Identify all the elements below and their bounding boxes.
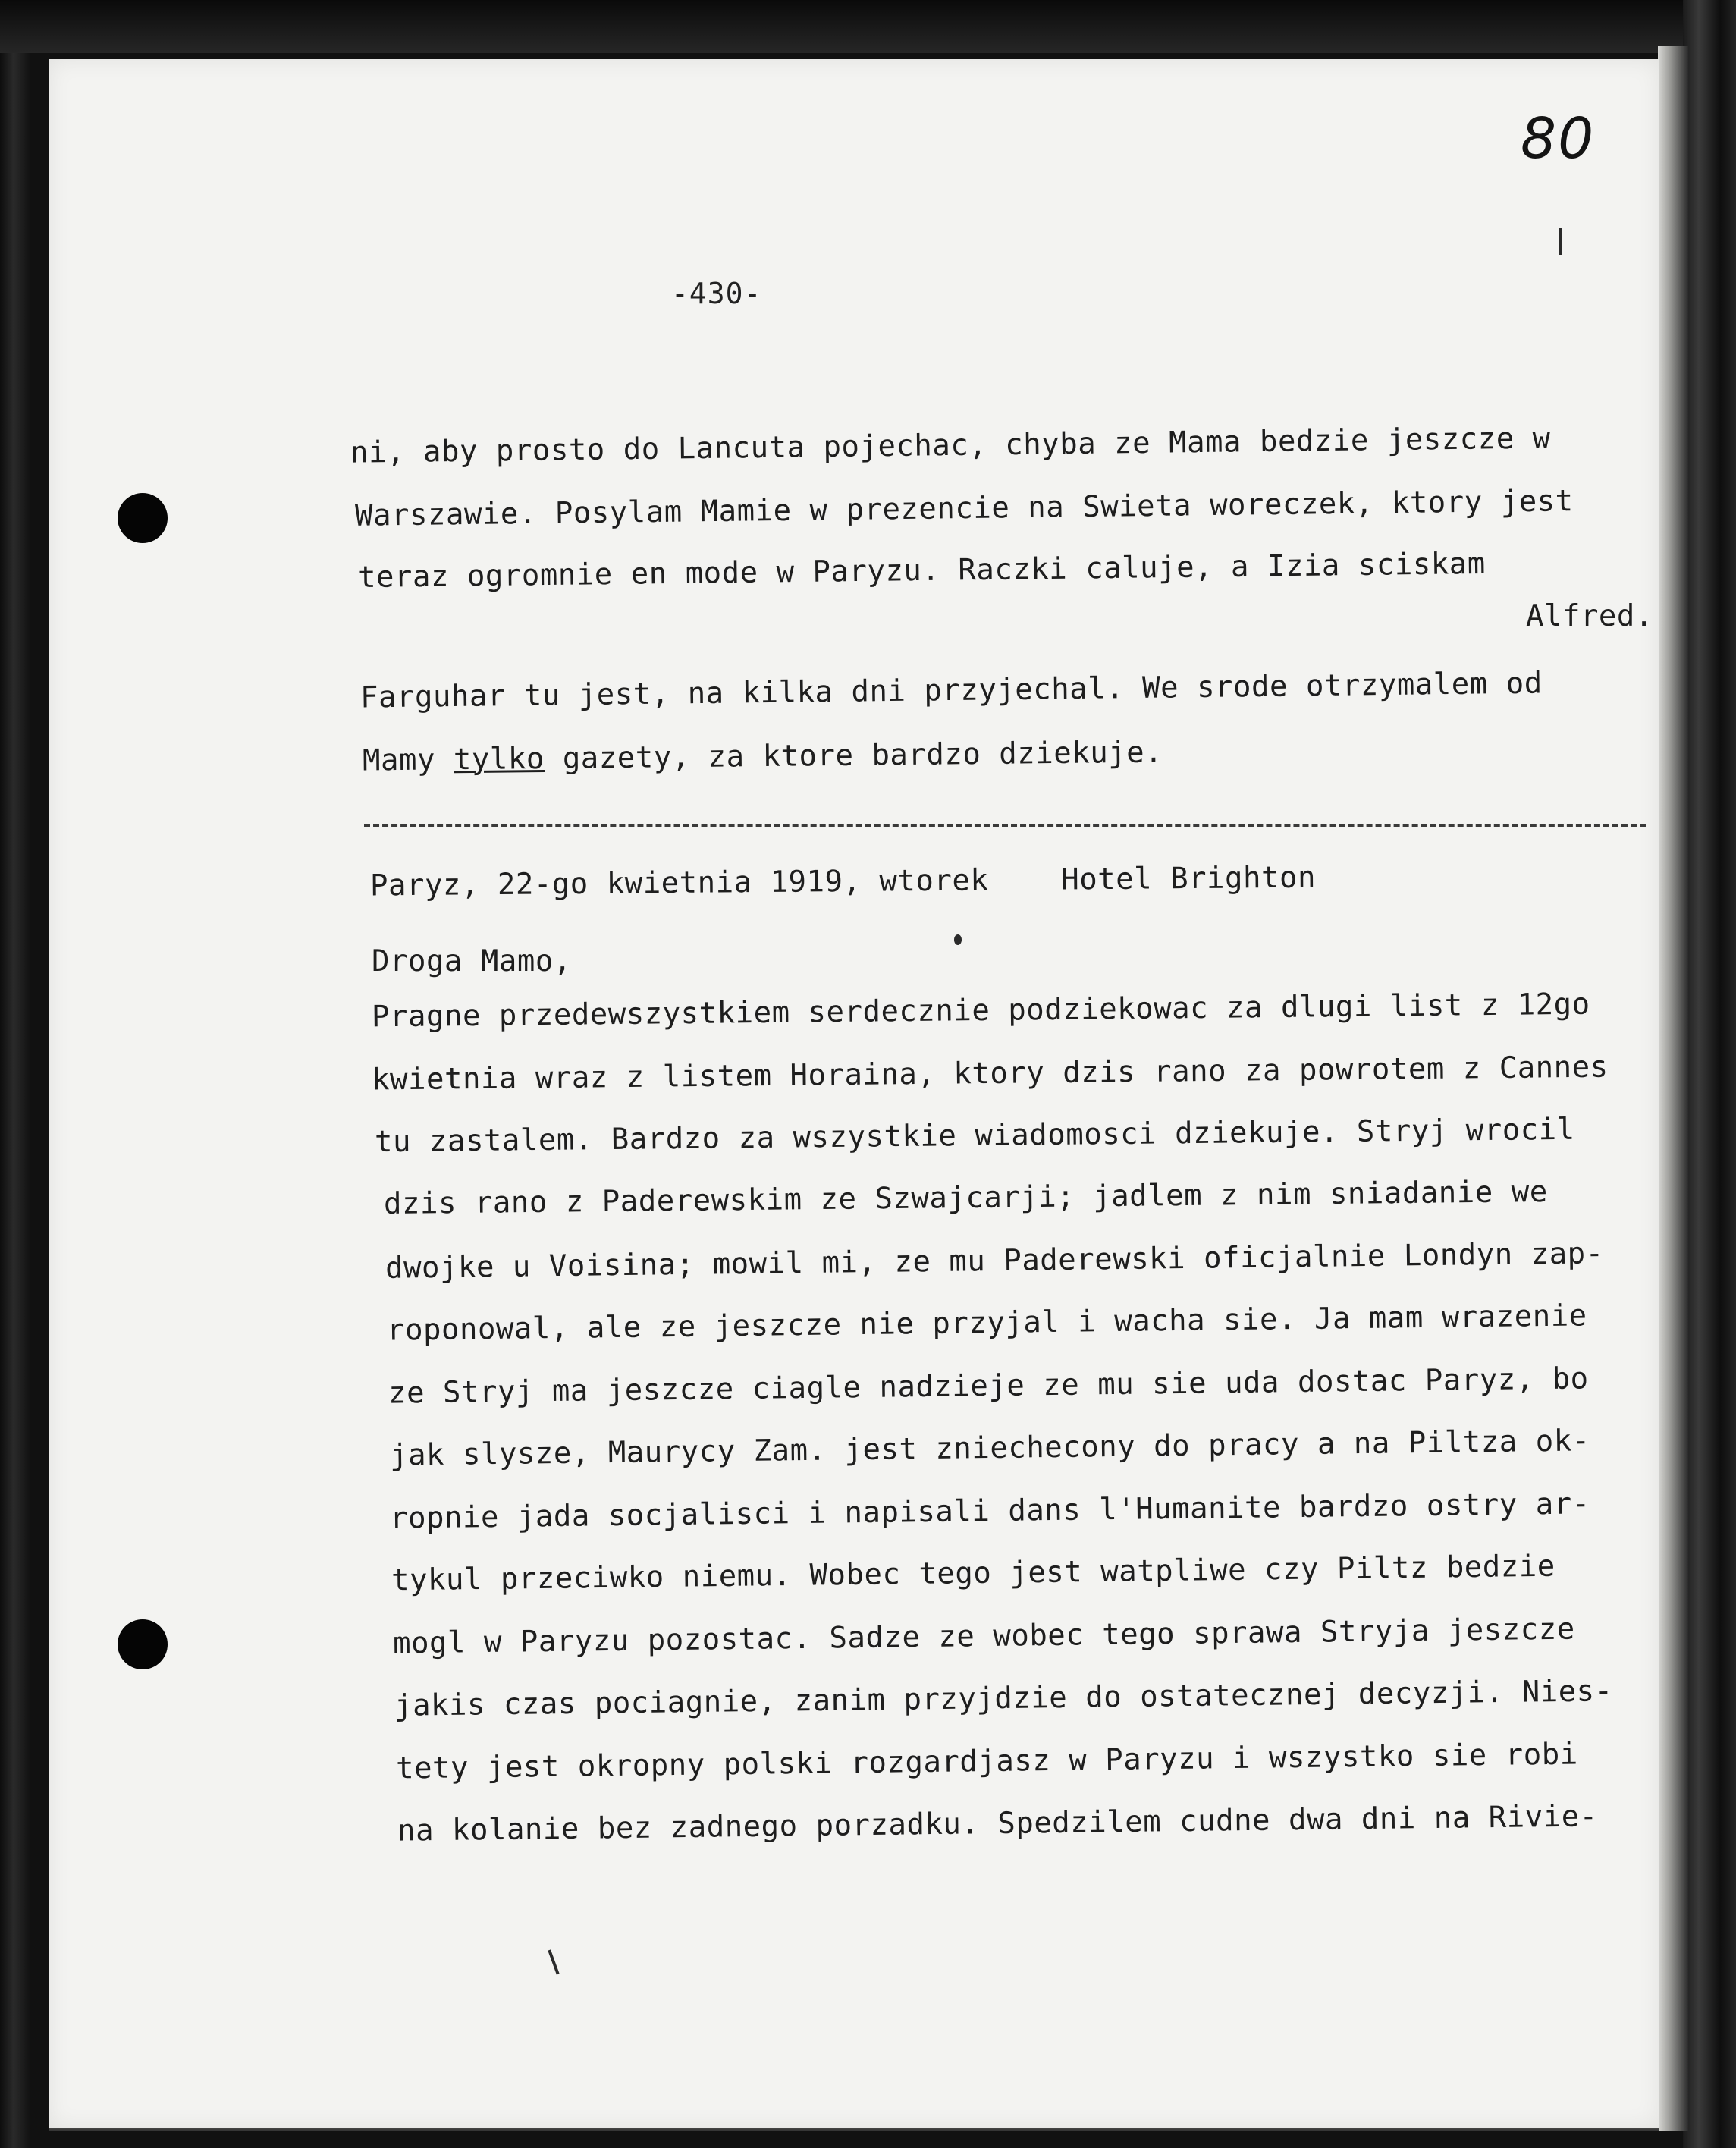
letter-body-line-4: dzis rano z Paderewskim ze Szwajcarji; jadlem z nim sniadanie we bbox=[383, 1174, 1548, 1222]
letter-body-line-10: tykul przeciwko niemu. Wobec tego jest watpliwe czy Piltz bedzie bbox=[391, 1549, 1555, 1598]
letter-body-line-9: ropnie jada socjalisci i napisali dans l'Humanite bardzo ostry ar- bbox=[389, 1487, 1590, 1536]
letter-body-line-14: na kolanie bez zadnego porzadku. Spedzilem cudne dwa dni na Rivie- bbox=[397, 1799, 1598, 1848]
letter-body-line-1: Pragne przedewszystkiem serdecznie podziekowac za dlugi list z 12go bbox=[371, 987, 1590, 1035]
letter-separator bbox=[364, 824, 1646, 827]
letter-body-line-13: tety jest okropny polski rozgardjasz w Paryzu i wszystko sie robi bbox=[395, 1737, 1578, 1786]
punch-hole-top bbox=[118, 493, 168, 543]
letter-heading: Paryz, 22-go kwietnia 1919, wtorek Hotel Brighton bbox=[369, 860, 1317, 903]
postscript-line-1: Farguhar tu jest, na kilka dni przyjechal. We srode otrzymalem od bbox=[359, 666, 1543, 715]
scan-right-border bbox=[1683, 0, 1736, 2148]
continuation-line-2: Warszawie. Posylam Mamie w prezencie na Swieta woreczek, ktory jest bbox=[354, 484, 1574, 533]
letter-body-line-7: ze Stryj ma jeszcze ciagle nadzieje ze mu sie uda dostac Paryz, bo bbox=[388, 1361, 1589, 1411]
letter-body-line-12: jakis czas pociagnie, zanim przyjdzie do ostatecznej decyzji. Nies- bbox=[394, 1674, 1613, 1723]
postscript-text-end: gazety, za ktore bardzo dziekuje. bbox=[544, 735, 1163, 777]
letter-body-line-2: kwietnia wraz z listem Horaina, ktory dzis rano za powrotem z Cannes bbox=[371, 1050, 1609, 1098]
postscript-text-start: Mamy bbox=[362, 743, 454, 778]
letter-salutation: Droga Mamo, bbox=[372, 944, 572, 978]
scan-top-border bbox=[0, 0, 1736, 53]
stray-mark bbox=[954, 934, 962, 945]
continuation-line-1: ni, aby prosto do Lancuta pojechac, chyba ze Mama bedzie jeszcze w bbox=[350, 421, 1551, 470]
page-number: -430- bbox=[671, 277, 762, 310]
continuation-line-3: teraz ogromnie en mode w Paryzu. Raczki caluje, a Izia sciskam bbox=[357, 546, 1486, 595]
punch-hole-bottom bbox=[118, 1619, 168, 1669]
underlined-word: tylko bbox=[453, 742, 545, 777]
letter-body-line-8: jak slysze, Maurycy Zam. jest zniechecony do pracy a na Piltza ok- bbox=[389, 1424, 1590, 1473]
sheet-right-edge bbox=[1658, 46, 1688, 2131]
letter-body-line-6: roponowal, ale ze jeszcze nie przyjal i wacha sie. Ja mam wrazenie bbox=[386, 1299, 1587, 1348]
signature: Alfred. bbox=[1526, 599, 1653, 633]
letter-body-line-5: dwojke u Voisina; mowil mi, ze mu Paderewski oficjalnie Londyn zap- bbox=[385, 1236, 1604, 1286]
stray-mark bbox=[1559, 228, 1562, 255]
letter-body-line-11: mogl w Paryzu pozostac. Sadze ze wobec tego sprawa Stryja jeszcze bbox=[392, 1612, 1575, 1661]
letter-body-line-3: tu zastalem. Bardzo za wszystkie wiadomosci dziekuje. Stryj wrocil bbox=[374, 1112, 1575, 1160]
folio-number: 80 bbox=[1521, 106, 1596, 171]
